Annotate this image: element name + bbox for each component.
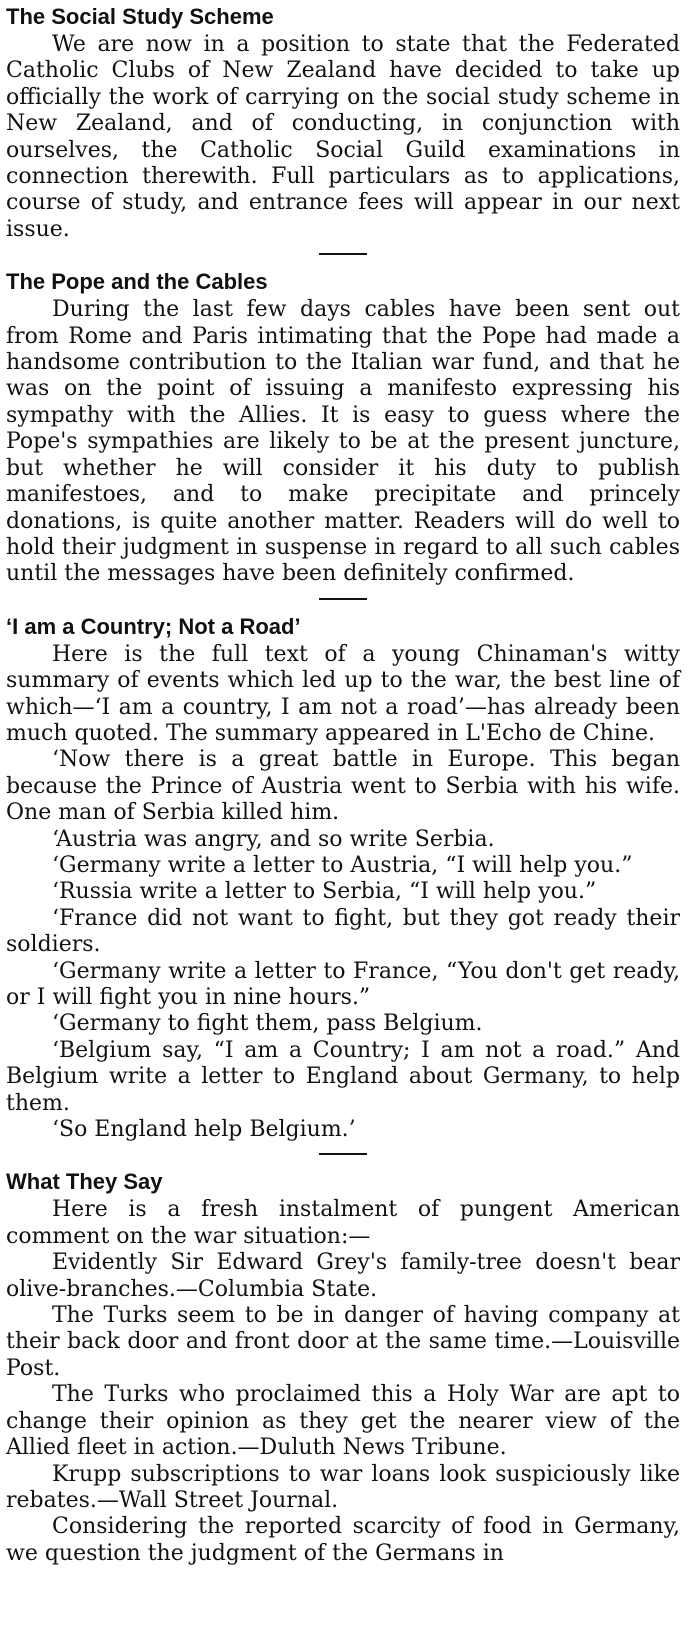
article-paragraph: Krupp subscriptions to war loans look suspiciously like rebates.—Wall Street Journal.	[6, 1461, 680, 1513]
article-paragraph: ‘Belgium say, “I am a Country; I am not a road.” And Belgium write a letter to England about Germany, to help them.	[6, 1037, 680, 1116]
article-paragraph: ‘Now there is a great battle in Europe. This began because the Prince of Austria went to Serbia with his wife. One man of Serbia killed him.	[6, 747, 680, 826]
page-column	[0, 2, 688, 1567]
article-country-road	[6, 612, 680, 1144]
article-paragraph: Considering the reported scarcity of food in Germany, we question the judgment of the Germans in	[6, 1514, 680, 1566]
article-paragraph: ‘Germany to fight them, pass Belgium.	[52, 1011, 483, 1037]
article-paragraph: The Turks seem to be in danger of having company at their back door and front door at the same time.—Louisville Post.	[6, 1303, 680, 1381]
article-heading: The Social Study Scheme	[6, 4, 274, 29]
article-paragraph: ‘Russia write a letter to Serbia, “I will help you.”	[52, 879, 597, 905]
article-pope-cables	[6, 267, 680, 587]
article-heading: ‘I am a Country; Not a Road’	[6, 613, 301, 639]
article-social-study	[6, 2, 680, 243]
article-heading: What They Say	[6, 1169, 163, 1195]
article-paragraph: Here is the full text of a young Chinaman's witty summary of events which led up to the war, the best line of which—‘I am a country, I am not a road’—has already been much quoted. The summary appeared in L'Echo de Chine.	[6, 641, 680, 746]
article-paragraph: ‘So England help Belgium.’	[52, 1117, 356, 1143]
article-paragraph: Here is a fresh instalment of pungent American comment on the war situation:—	[6, 1197, 680, 1249]
article-paragraph: The Turks who proclaimed this a Holy War are apt to change their opinion as they get the nearer view of the Allied fleet in action.—Duluth News Tribune.	[6, 1382, 680, 1461]
article-paragraph: During the last few days cables have been sent out from Rome and Paris intimating that the Pope had made a handsome contribution to the Italian war fund, and that he was on the point of issuing a manifesto expressing his sympathy with the Allies. It is easy to guess where the Pope's sympathies are likely to be at the present juncture, but whether he will consider it his duty to publish manifestoes, and to make precipitate and princely donations, is quite another matter. Readers will do well to hold their judgment in suspense in regard to all such cables until the messages have been definitely confirmed.	[6, 297, 680, 587]
article-paragraph: ‘Germany write a letter to Austria, “I will help you.”	[52, 852, 633, 878]
article-heading: The Pope and the Cables	[6, 269, 268, 295]
article-paragraph: We are now in a position to state that the Federated Catholic Clubs of New Zealand have decided to take up officially the work of carrying on the social study scheme in New Zealand, and of conducting, in conjunction with ourselves, the Catholic Social Guild examinations in connection therewith. Full particulars as to applications, course of study, and entrance fees will appear in our next issue.	[6, 32, 680, 242]
section-divider	[319, 598, 367, 600]
section-divider	[319, 253, 367, 255]
section-divider	[319, 1153, 367, 1155]
article-paragraph: ‘Austria was angry, and so write Serbia.	[52, 826, 495, 852]
article-paragraph: Evidently Sir Edward Grey's family-tree doesn't bear olive-branches.—Columbia State.	[6, 1250, 680, 1302]
article-paragraph: ‘France did not want to fight, but they got ready their soldiers.	[6, 905, 680, 958]
article-paragraph: ‘Germany write a letter to France, “You don't get ready, or I will fight you in nine hours.”	[6, 958, 680, 1010]
article-what-they-say	[6, 1167, 680, 1567]
